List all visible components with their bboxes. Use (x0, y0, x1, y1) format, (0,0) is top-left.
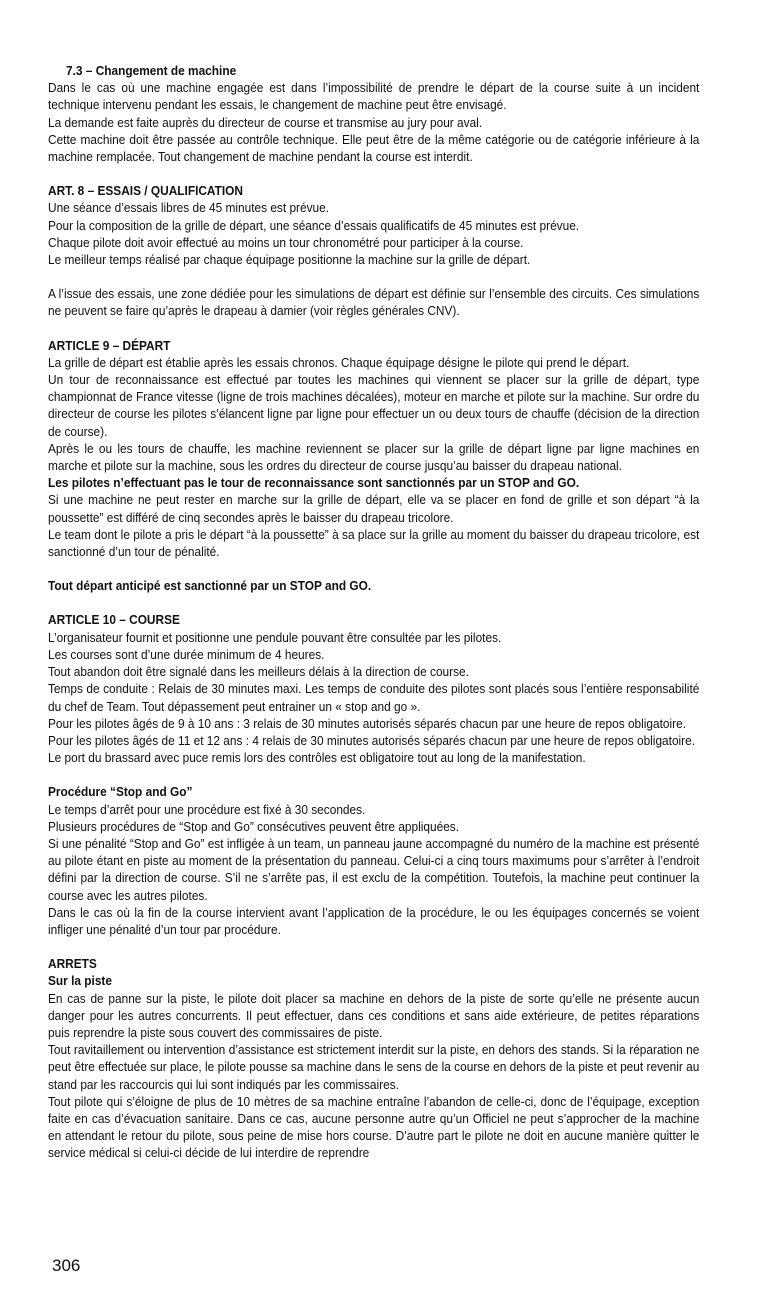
bold-rule: Les pilotes n’effectuant pas le tour de reconnaissance sont sanctionnés par un STOP and GO. (48, 475, 580, 491)
arrets-heading: ARRETS (48, 956, 97, 972)
stop-and-go-heading: Procédure “Stop and Go” (48, 784, 193, 800)
paragraph: La grille de départ est établie après les essais chronos. Chaque équipage désigne le pilote qui prend le départ. (48, 354, 630, 370)
paragraph: Pour la composition de la grille de départ, une séance d’essais qualificatifs de 45 minutes est prévue. (48, 217, 580, 233)
paragraph: Si une pénalité “Stop and Go” est infligée à un team, un panneau jaune accompagné du numéro de la machine est présenté au pilote étant en piste au moment de la présentation du panneau. Celui-ci a cinq tours maximums pour s’arrêter à l’endroit défini par la direction de course. S’il ne s’arrête pas, il est exclu de la compétition. Toutefois, la machine peut continuer la course avec les autres pilotes. (48, 835, 700, 903)
paragraph: La demande est faite auprès du directeur de course et transmise au jury pour aval. (48, 114, 483, 130)
paragraph: Dans le cas où la fin de la course intervient avant l’application de la procédure, le ou les équipages concernés se voient infliger une pénalité d’un tour par procédure. (48, 904, 700, 937)
paragraph: Le team dont le pilote a pris le départ “à la poussette” à sa place sur la grille au moment du baisser du drapeau tricolore, est sanctionné d’un tour de pénalité. (48, 526, 700, 560)
paragraph: Après le ou les tours de chauffe, les machine reviennent se placer sur la grille de départ ligne par ligne machines en marche et pilote sur la machine, sous les ordres du directeur de course jusqu’au baisser du drapeau national. (48, 440, 700, 474)
page-number: 306 (52, 1256, 81, 1275)
paragraph: Une séance d’essais libres de 45 minutes est prévue. (48, 200, 330, 216)
article-10-heading: ARTICLE 10 – COURSE (48, 612, 180, 628)
paragraph: Tout ravitaillement ou intervention d’assistance est strictement interdit sur la piste, en dehors des stands. Si la réparation ne peut être effectuée sur place, le pilote pousse sa machine dans le sens de la course en dehors de la piste et peut revenir au stand par les raccourcis qui lui sont indiqués par les commissaires. (48, 1042, 700, 1092)
section-7-3-heading: 7.3 – Changement de machine (66, 63, 237, 78)
paragraph: Les courses sont d’une durée minimum de 4 heures. (48, 646, 325, 662)
paragraph: En cas de panne sur la piste, le pilote doit placer sa machine en dehors de la piste de sorte qu’elle ne présente aucun danger pour les autres concurrents. Il peut effectuer, dans ces conditions et sans aide extérieure, de petites réparations puis reprendre la piste sous couvert des commissaires de piste. (48, 990, 700, 1040)
bold-rule: Tout départ anticipé est sanctionné par un STOP and GO. (48, 578, 372, 594)
paragraph: Tout pilote qui s’éloigne de plus de 10 mètres de sa machine entraîne l’abandon de celle-ci, donc de l’équipage, exception faite en cas d’évacuation sanitaire. Dans ce cas, aucune personne autre qu’un Officiel ne peut s’approcher de la machine en attendant le retour du pilote, sous peine de mise hors course. D’autre part le pilote ne doit en aucune manière quitter le service médical si celui-ci décide de lui interdire de reprendre (48, 1093, 700, 1161)
paragraph: Cette machine doit être passée au contrôle technique. Elle peut être de la même catégorie ou de catégorie inférieure à la machine remplacée. Tout changement de machine pendant la course est interdit. (48, 131, 700, 165)
paragraph: Temps de conduite : Relais de 30 minutes maxi. Les temps de conduite des pilotes sont placés sous l’entière responsabilité du chef de Team. Tout dépassement peut entrainer un « stop and go ». (48, 681, 700, 714)
article-8-heading: ART. 8 – ESSAIS / QUALIFICATION (48, 183, 243, 199)
paragraph: Chaque pilote doit avoir effectué au moins un tour chronométré pour participer à la course. (48, 234, 524, 250)
paragraph: Plusieurs procédures de “Stop and Go” consécutives peuvent être appliquées. (48, 818, 460, 834)
paragraph: Dans le cas où une machine engagée est dans l’impossibilité de prendre le départ de la course suite à un incident technique intervenu pendant les essais, le changement de machine peut être envisagé. (48, 80, 700, 113)
document-body (48, 62, 700, 1162)
article-9-heading: ARTICLE 9 – DÉPART (48, 337, 171, 353)
paragraph: Pour les pilotes âgés de 11 et 12 ans : 4 relais de 30 minutes autorisés séparés chacun par une heure de repos obligatoire. (48, 732, 696, 748)
paragraph: Le meilleur temps réalisé par chaque équipage positionne la machine sur la grille de départ. (48, 252, 531, 268)
paragraph: L’organisateur fournit et positionne une pendule pouvant être consultée par les pilotes. (48, 629, 502, 645)
paragraph: Le port du brassard avec puce remis lors des contrôles est obligatoire tout au long de la manifestation. (48, 750, 586, 766)
paragraph: Pour les pilotes âgés de 9 à 10 ans : 3 relais de 30 minutes autorisés séparés chacun par une heure de repos obligatoire. (48, 715, 687, 731)
paragraph: Un tour de reconnaissance est effectué par toutes les machines qui viennent se placer sur la grille de départ, type championnat de France vitesse (ligne de trois machines décalées), moteur en marche et pilote sur la machine. Sur ordre du directeur de course les pilotes s’élancent ligne par ligne pour effectuer un ou deux tours de chauffe (décision de la direction de course). (48, 372, 700, 439)
paragraph: Tout abandon doit être signalé dans les meilleurs délais à la direction de course. (48, 664, 469, 680)
paragraph: Si une machine ne peut rester en marche sur la grille de départ, elle va se placer en fond de grille et son départ “à la poussette” est différé de cinq secondes après le baisser du drapeau tricolore. (48, 492, 700, 525)
sur-la-piste-subheading: Sur la piste (48, 973, 112, 989)
paragraph: Le temps d’arrêt pour une procédure est fixé à 30 secondes. (48, 801, 366, 817)
paragraph: A l’issue des essais, une zone dédiée pour les simulations de départ est définie sur l’ensemble des circuits. Ces simulations ne peuvent se faire qu’après le drapeau à damier (voir règles générales CNV). (48, 286, 700, 319)
